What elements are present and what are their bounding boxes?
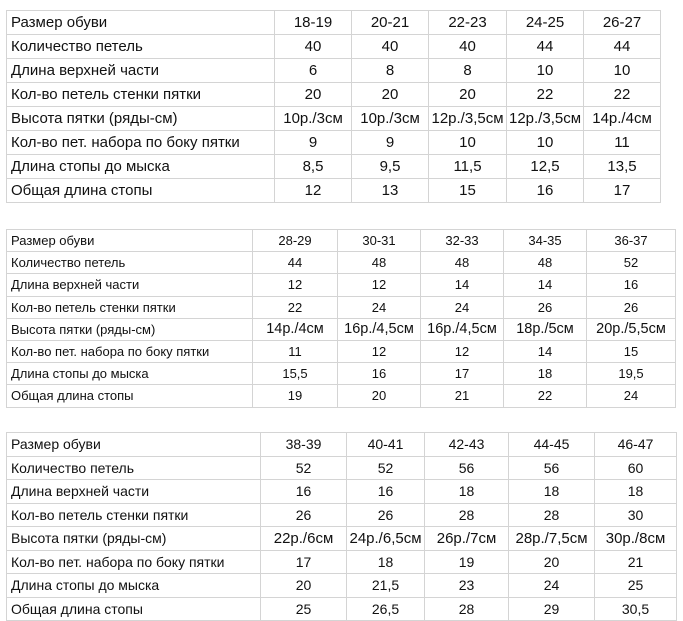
cell-value: 6 [275,59,352,83]
cell-value: 30-31 [338,230,421,252]
row-label: Длина стопы до мыска [7,155,275,179]
cell-value: 8,5 [275,155,352,179]
cell-value: 20-21 [352,11,429,35]
cell-value: 16 [507,179,584,203]
row-label: Длина верхней части [7,274,253,296]
cell-value: 24 [338,296,421,318]
cell-value: 48 [421,252,504,274]
cell-value: 30р./8см [595,527,677,551]
table-row [7,296,676,318]
row-label: Высота пятки (ряды-см) [7,107,275,131]
cell-value: 16 [587,274,676,296]
cell-value: 14 [504,274,587,296]
cell-value: 10 [507,59,584,83]
cell-value: 34-35 [504,230,587,252]
table-row [7,274,676,296]
cell-value: 19 [425,550,509,574]
cell-value: 10 [507,131,584,155]
table-row [7,385,676,407]
cell-value: 15 [587,340,676,362]
cell-value: 17 [421,363,504,385]
cell-value: 20 [261,574,347,598]
cell-value: 18р./5см [504,318,587,340]
cell-value: 28 [509,503,595,527]
cell-value: 10 [584,59,661,83]
cell-value: 26р./7см [425,527,509,551]
cell-value: 9 [352,131,429,155]
row-label: Кол-во петель стенки пятки [7,296,253,318]
cell-value: 28 [425,503,509,527]
cell-value: 28р./7,5см [509,527,595,551]
cell-value: 20 [429,83,507,107]
cell-value: 38-39 [261,433,347,457]
table-row [7,35,661,59]
row-label: Кол-во петель стенки пятки [7,503,261,527]
table-row [7,597,677,621]
table-row [7,318,676,340]
cell-value: 14 [421,274,504,296]
cell-value: 22р./6см [261,527,347,551]
cell-value: 16 [261,480,347,504]
cell-value: 26 [504,296,587,318]
cell-value: 13 [352,179,429,203]
cell-value: 44 [253,252,338,274]
cell-value: 12 [253,274,338,296]
table-row [7,480,677,504]
cell-value: 20 [509,550,595,574]
cell-value: 15 [429,179,507,203]
cell-value: 30 [595,503,677,527]
cell-value: 40-41 [347,433,425,457]
cell-value: 10р./3см [352,107,429,131]
table-row [7,107,661,131]
cell-value: 20 [352,83,429,107]
cell-value: 12 [421,340,504,362]
cell-value: 11 [253,340,338,362]
cell-value: 21 [595,550,677,574]
cell-value: 52 [587,252,676,274]
cell-value: 56 [509,456,595,480]
cell-value: 18 [504,363,587,385]
cell-value: 18 [425,480,509,504]
table-row [7,574,677,598]
row-label: Кол-во пет. набора по боку пятки [7,550,261,574]
cell-value: 18 [595,480,677,504]
cell-value: 24 [509,574,595,598]
cell-value: 22-23 [429,11,507,35]
cell-value: 40 [352,35,429,59]
cell-value: 36-37 [587,230,676,252]
cell-value: 12р./3,5см [507,107,584,131]
cell-value: 26 [347,503,425,527]
cell-value: 24-25 [507,11,584,35]
cell-value: 32-33 [421,230,504,252]
cell-value: 16 [347,480,425,504]
cell-value: 10р./3см [275,107,352,131]
cell-value: 21 [421,385,504,407]
cell-value: 14р./4см [584,107,661,131]
size-table-1 [6,10,661,203]
row-label: Кол-во петель стенки пятки [7,83,275,107]
cell-value: 22 [504,385,587,407]
cell-value: 22 [253,296,338,318]
cell-value: 20р./5,5см [587,318,676,340]
cell-value: 22 [584,83,661,107]
row-label: Кол-во пет. набора по боку пятки [7,340,253,362]
cell-value: 44 [507,35,584,59]
cell-value: 44-45 [509,433,595,457]
cell-value: 21,5 [347,574,425,598]
table-row [7,179,661,203]
table-row [7,456,677,480]
cell-value: 60 [595,456,677,480]
cell-value: 40 [275,35,352,59]
table-row [7,131,661,155]
cell-value: 12,5 [507,155,584,179]
cell-value: 22 [507,83,584,107]
cell-value: 40 [429,35,507,59]
table-row [7,363,676,385]
cell-value: 26-27 [584,11,661,35]
cell-value: 23 [425,574,509,598]
cell-value: 8 [352,59,429,83]
table-row [7,59,661,83]
cell-value: 9,5 [352,155,429,179]
table-row [7,83,661,107]
row-label: Высота пятки (ряды-см) [7,527,261,551]
cell-value: 44 [584,35,661,59]
cell-value: 18-19 [275,11,352,35]
cell-value: 28-29 [253,230,338,252]
cell-value: 52 [261,456,347,480]
cell-value: 25 [261,597,347,621]
row-label: Количество петель [7,35,275,59]
row-label: Общая длина стопы [7,385,253,407]
cell-value: 16 [338,363,421,385]
cell-value: 52 [347,456,425,480]
table-row [7,155,661,179]
cell-value: 9 [275,131,352,155]
cell-value: 16р./4,5см [421,318,504,340]
size-table-2 [6,229,676,408]
cell-value: 10 [429,131,507,155]
row-label: Длина стопы до мыска [7,363,253,385]
cell-value: 24 [587,385,676,407]
cell-value: 20 [338,385,421,407]
cell-value: 24 [421,296,504,318]
cell-value: 12р./3,5см [429,107,507,131]
cell-value: 19 [253,385,338,407]
cell-value: 14р./4см [253,318,338,340]
cell-value: 25 [595,574,677,598]
table-row [7,433,677,457]
table-row [7,340,676,362]
cell-value: 12 [338,274,421,296]
cell-value: 48 [504,252,587,274]
row-label: Длина верхней части [7,59,275,83]
cell-value: 14 [504,340,587,362]
row-label: Количество петель [7,456,261,480]
cell-value: 48 [338,252,421,274]
cell-value: 8 [429,59,507,83]
cell-value: 26,5 [347,597,425,621]
cell-value: 24р./6,5см [347,527,425,551]
table-row [7,11,661,35]
cell-value: 26 [587,296,676,318]
cell-value: 13,5 [584,155,661,179]
cell-value: 18 [347,550,425,574]
row-label: Кол-во пет. набора по боку пятки [7,131,275,155]
row-label: Количество петель [7,252,253,274]
table-row [7,230,676,252]
cell-value: 17 [584,179,661,203]
cell-value: 12 [338,340,421,362]
cell-value: 12 [275,179,352,203]
cell-value: 11 [584,131,661,155]
row-label: Размер обуви [7,11,275,35]
cell-value: 17 [261,550,347,574]
table-row [7,527,677,551]
row-label: Размер обуви [7,433,261,457]
cell-value: 46-47 [595,433,677,457]
cell-value: 18 [509,480,595,504]
size-table-3 [6,432,677,621]
row-label: Длина стопы до мыска [7,574,261,598]
table-row [7,252,676,274]
row-label: Общая длина стопы [7,179,275,203]
cell-value: 11,5 [429,155,507,179]
cell-value: 19,5 [587,363,676,385]
cell-value: 15,5 [253,363,338,385]
cell-value: 42-43 [425,433,509,457]
row-label: Размер обуви [7,230,253,252]
cell-value: 30,5 [595,597,677,621]
row-label: Общая длина стопы [7,597,261,621]
row-label: Длина верхней части [7,480,261,504]
cell-value: 26 [261,503,347,527]
cell-value: 29 [509,597,595,621]
table-row [7,550,677,574]
cell-value: 20 [275,83,352,107]
cell-value: 16р./4,5см [338,318,421,340]
cell-value: 28 [425,597,509,621]
cell-value: 56 [425,456,509,480]
table-row [7,503,677,527]
row-label: Высота пятки (ряды-см) [7,318,253,340]
